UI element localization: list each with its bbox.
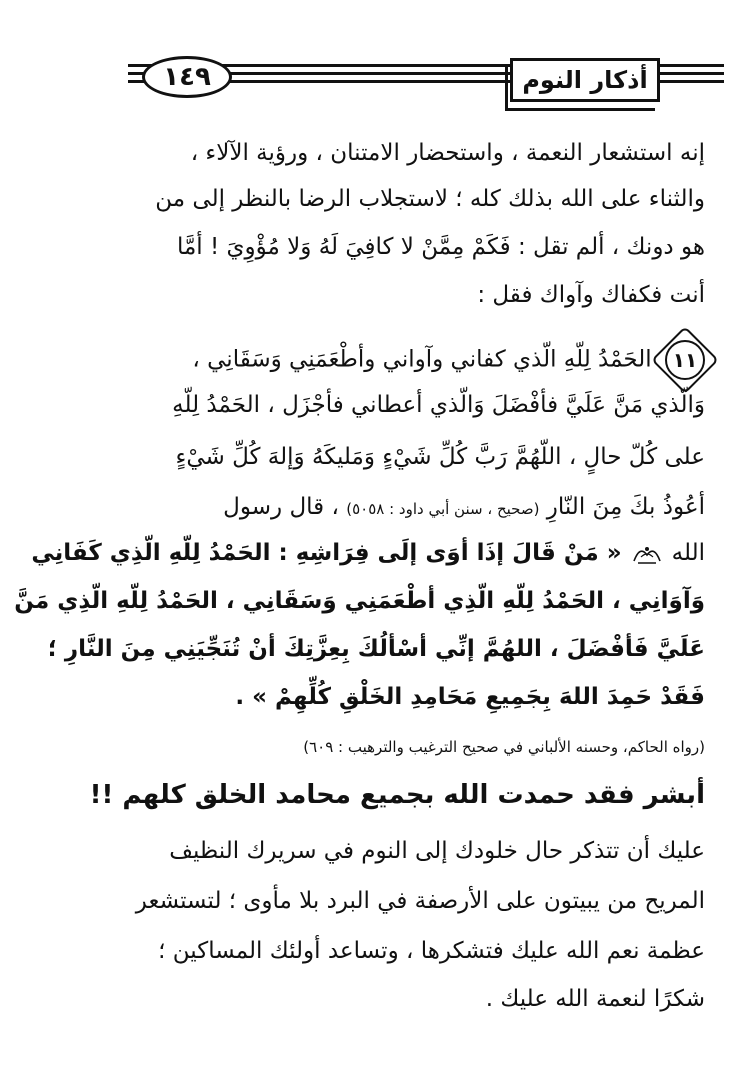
closing-line-3: عظمة نعم الله عليك فتشكرها ، وتساعد أولئك المساكين ؛ — [158, 938, 705, 964]
hadith-source: (رواه الحاكم، وحسنه الألباني في صحيح الترغيب والترهيب : ٦٠٩) — [303, 738, 705, 756]
closing-line-2: المريح من يبيتون على الأرصفة في البرد بلا مأوى ؛ لتستشعر — [135, 888, 705, 914]
chapter-title: أذكار النوم — [522, 66, 648, 94]
intro-line-2: والثناء على الله بذلك كله ؛ لاستجلاب الرضا بالنظر إلى من — [155, 186, 705, 212]
chapter-title-box — [510, 58, 660, 102]
dhikr-line-2: وَالّذي مَنَّ عَلَيَّ فأفْضَلَ وَالّذي أعطاني فأجْزَل ، الحَمْدُ لِلّهِ — [172, 392, 705, 418]
glad-tidings-heading: أبشر فقد حمدت الله بجميع محامد الخلق كلهم !! — [89, 780, 705, 810]
page-number: ١٤٩ — [163, 62, 211, 92]
running-header — [0, 0, 743, 120]
closing-line-1: عليك أن تتذكر حال خلودك إلى النوم في سريرك النظيف — [169, 838, 705, 864]
intro-line-3: هو دونك ، ألم تقل : فَكَمْ مِمَّنْ لا كافِيَ لَهُ وَلا مُؤْوِيَ ! أمَّا — [176, 234, 705, 260]
salutation-seal-icon — [632, 541, 662, 567]
narration-lead: الله — [671, 540, 705, 566]
dhikr-line-3: على كُلّ حالٍ ، اللّهُمَّ رَبَّ كُلِّ شَيْءٍ وَمَليكَهُ وَإلهَ كُلِّ شَيْءٍ — [175, 444, 705, 470]
item-number-badge: ١١ — [665, 340, 705, 380]
dhikr-line-4 — [85, 494, 705, 520]
hadith-text-1: « مَنْ قَالَ إذَا أوَى إلَى فِرَاشِهِ : الحَمْدُ لِلّهِ الّذِي كَفَانِي — [31, 540, 622, 566]
intro-line-1: إنه استشعار النعمة ، واستحضار الامتنان ، ورؤية الآلاء ، — [190, 140, 705, 166]
intro-line-4: أنت فكفاك وآواك فقل : — [477, 282, 705, 308]
narration-intro: ، قال رسول — [223, 494, 339, 520]
dhikr-reference: (صحيح ، سنن أبي داود : ٥٠٥٨) — [346, 500, 540, 518]
hadith-line-3: عَلَيَّ فَأفْضَلَ ، اللهُمَّ إنِّي أسْألُكَ بِعِزَّتِكَ أنْ تُنَجِّيَنِي مِنَ النَّارِ ؛ — [47, 636, 705, 662]
dhikr-text-1: الحَمْدُ لِلّهِ الّذي كفاني وآواني وأطْعَمَنِي وَسَقَانِي ، — [192, 346, 652, 373]
hadith-line-1 — [31, 540, 705, 567]
hadith-line-2: وَآوَانِي ، الحَمْدُ لِلّهِ الّذِي أطْعَمَنِي وَسَقَانِي ، الحَمْدُ لِلّهِ الّذِي مَنَّ — [14, 588, 705, 614]
dhikr-line-1 — [85, 340, 705, 380]
hadith-line-4: فَقَدْ حَمِدَ اللهَ بِجَمِيعِ مَحَامِدِ الخَلْقِ كُلِّهِمْ » . — [235, 684, 705, 710]
page-number-oval — [142, 56, 232, 98]
dhikr-text-4: أعُوذُ بكَ مِنَ النّارِ — [546, 494, 705, 520]
closing-line-4: شكرًا لنعمة الله عليك . — [485, 986, 705, 1012]
